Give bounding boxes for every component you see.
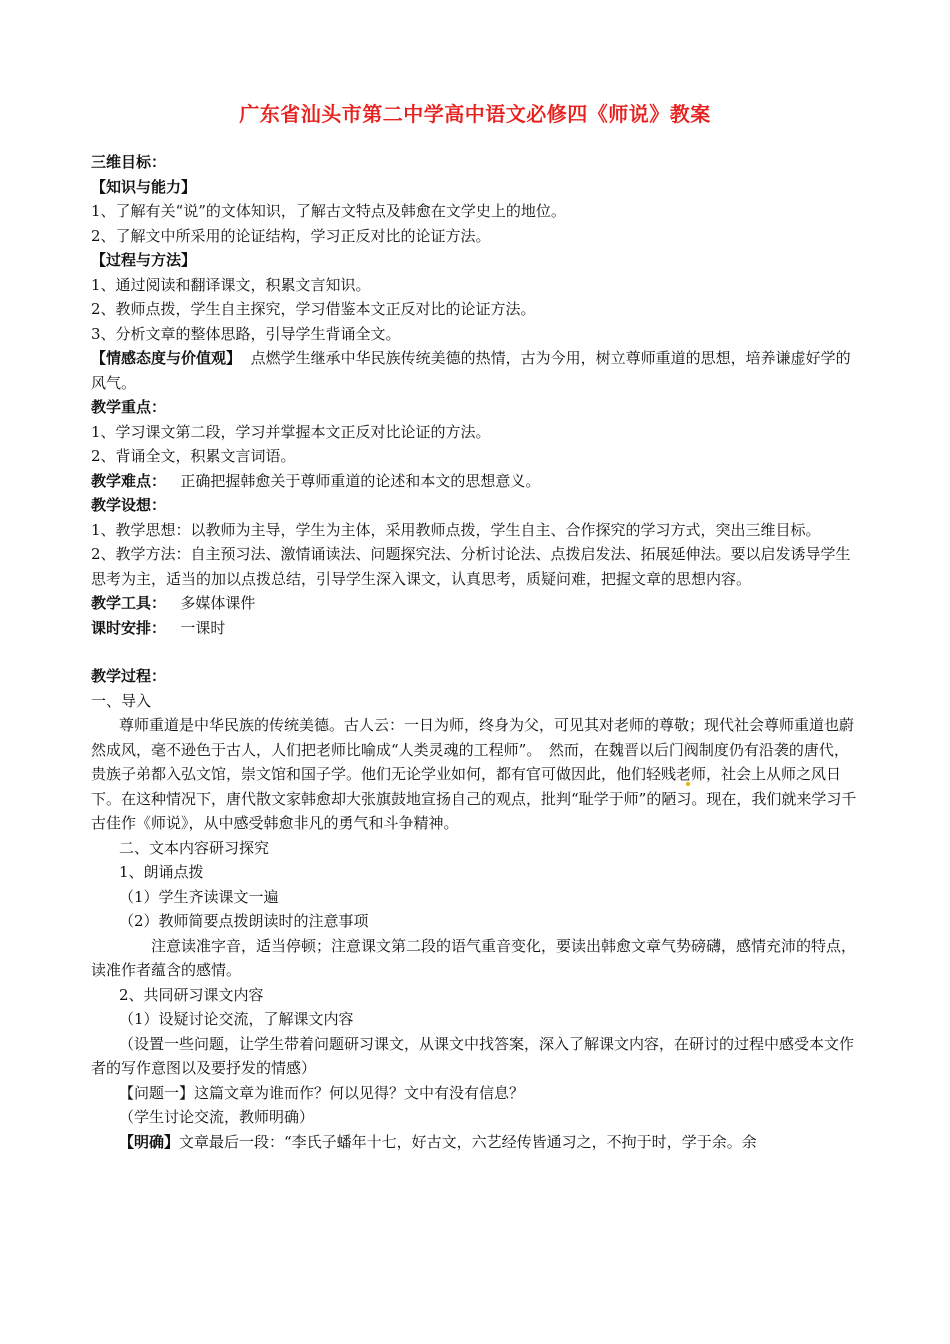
answer-paragraph (91, 1130, 861, 1155)
key-points-heading: 教学重点： (91, 398, 167, 416)
tools-paragraph (91, 591, 861, 616)
answer-text: 文章最后一段：“李氏子蟠年十七，好古文，六艺经传皆通习之，不拘于时，学于余。余 (179, 1132, 757, 1151)
key-point-item: 2、背诵全文，积累文言词语。 (91, 447, 296, 465)
question-item: 【问题一】这篇文章为谁而作？何以见得？文中有没有信息？ (119, 1083, 525, 1102)
intro-text-part-2: 师，社会上从师之风日下。在这种情况下，唐代散文家韩愈却大张旗鼓地宣扬自己的观点，批判“耻学于师”的陋习。现在，我们就来学习千古佳作《师说》，从中感受韩愈非凡的勇气和斗争精神。 (91, 765, 857, 832)
reading-step: （2）教师简要点拨朗读时的注意事项 (119, 912, 369, 930)
study-heading: 2、共同研习课文内容 (119, 985, 264, 1004)
knowledge-item (91, 199, 861, 224)
schedule-text: 一课时 (180, 618, 226, 637)
design-item: 2、教学方法：自主预习法、激情诵读法、问题探究法、分析讨论法、点拨启发法、拓展延伸法。要以启发诱导学生思考为主，适当的加以点拨总结，引导学生深入课文，认真思考，质疑问难，把握文章的思想内容。 (91, 545, 851, 588)
difficulty-heading: 教学难点： (91, 471, 167, 490)
study-step: （1）设疑讨论交流，了解课文内容 (119, 1010, 354, 1028)
tools-text: 多媒体课件 (180, 594, 256, 612)
study-note: （设置一些问题，让学生带着问题研习课文，从课文中找答案，深入了解课文内容，在研讨的过程中感受本文作者的写作意图以及要抒发的情感） (91, 1034, 855, 1077)
design-heading: 教学设想： (91, 496, 167, 514)
knowledge-item: 2、了解文中所采用的论证结构，学习正反对比的论证方法。 (91, 226, 491, 245)
discussion-note: （学生讨论交流，教师明确） (119, 1108, 315, 1126)
document-body (91, 150, 861, 1154)
reading-heading: 1、朗诵点拨 (119, 863, 204, 881)
difficulty-text: 正确把握韩愈关于尊师重道的论述和本文的思想意义。 (180, 471, 541, 490)
emotion-paragraph (91, 346, 861, 395)
reading-note: 注意读准字音，适当停顿；注意课文第二段的语气重音变化，要读出韩愈文章气势磅礴，感情充沛的特点，读准作者蕴含的感情。 (91, 936, 857, 979)
reading-step: （1）学生齐读课文一遍 (119, 887, 279, 906)
process-method-item: 2、教师点拨，学生自主探究，学习借鉴本文正反对比的论证方法。 (91, 300, 536, 318)
design-item: 1、教学思想：以教师为主导，学生为主体，采用教师点拨，学生自主、合作探究的学习方式，突出三维目标。 (91, 520, 821, 539)
objectives-heading: 三维目标： (91, 153, 167, 171)
intro-heading: 一、导入 (91, 691, 152, 710)
section-spacer (91, 640, 861, 664)
intro-paragraph (91, 713, 861, 836)
tools-heading: 教学工具： (91, 594, 167, 612)
intro-text-part-1: 尊师重道是中华民族的传统美德。古人云：一日为师，终身为父，可见其对老师的尊敬；现代社会尊师重道也蔚然成风，毫不逊色于古人，人们把老师比喻成“人类灵魂的工程师”。 然而，在魏晋以后门阀制度仍有沿袭的唐代，贵族子弟都入弘文馆，崇文馆和国子学。他们无论学业如何，都有官可做因此，他们轻贱老 (91, 716, 855, 783)
key-point-item: 1、学习课文第二段，学习并掌握本文正反对比论证的方法。 (91, 422, 491, 441)
process-method-heading: 【过程与方法】 (91, 251, 197, 269)
answer-label: 【明确】 (119, 1132, 180, 1151)
process-method-item: 1、通过阅读和翻译课文，积累文言知识。 (91, 275, 371, 294)
knowledge-item-text: 1、了解有关“说”的文体知识，了解古文特点及韩愈在文学史上的地位。 (91, 202, 566, 220)
difficulty-paragraph (91, 469, 861, 494)
knowledge-heading: 【知识与能力】 (91, 177, 197, 196)
schedule-paragraph (91, 616, 861, 641)
emotion-text: 点燃学生继承中华民族传统美德的热情，古为今用，树立尊师重道的思想，培养谦虚好学的风气。 (91, 349, 851, 392)
schedule-heading: 课时安排： (91, 618, 167, 637)
teaching-process-heading: 教学过程： (91, 667, 167, 685)
emotion-heading: 【情感态度与价值观】 (91, 349, 242, 367)
part2-heading: 二、文本内容研习探究 (119, 838, 270, 857)
process-method-item: 3、分析文章的整体思路，引导学生背诵全文。 (91, 324, 401, 343)
document-title: 广东省汕头市第二中学高中语文必修四《师说》教案 (239, 102, 711, 126)
